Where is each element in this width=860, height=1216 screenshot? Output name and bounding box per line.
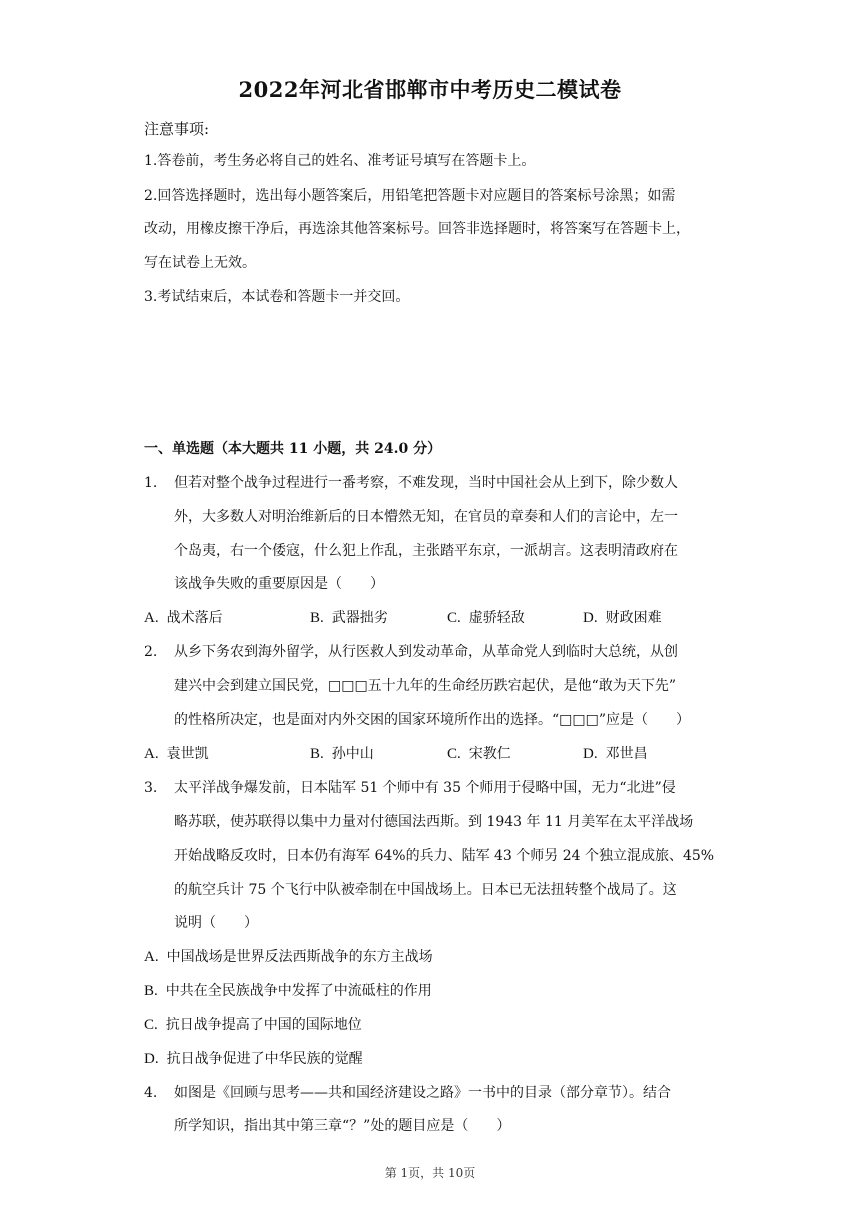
question-text: 略苏联，使苏联得以集中力量对付德国法西斯。到 1943 年 11 月美军在太平洋战场 <box>174 814 694 830</box>
question-number: 3. <box>144 780 158 796</box>
question-number: 4. <box>144 1085 158 1101</box>
question-text: 建兴中会到建立国民党，□□□五十九年的生命经历跌宕起伏，是他“敢为天下先” <box>174 678 676 694</box>
question-text: 开始战略反攻时，日本仍有海军 64%的兵力、陆军 43 个师另 24 个独立混成旅、45% <box>174 848 715 864</box>
page-title: 2022年河北省邯郸市中考历史二模试卷 <box>238 77 622 102</box>
section-heading: 一、单选题（本大题共 11 小题，共 24.0 分） <box>144 441 442 457</box>
notice-line: 改动，用橡皮擦干净后，再选涂其他答案标号。回答非选择题时，将答案写在答题卡上， <box>144 221 690 237</box>
question-text: 太平洋战争爆发前，日本陆军 51 个师中有 35 个师用于侵略中国，无力“北进”侵 <box>174 780 676 796</box>
question-text: 个岛夷，右一个倭寇，什么犯上作乱，主张踏平东京，一派胡言。这表明清政府在 <box>174 543 678 559</box>
question-number: 2. <box>144 644 158 660</box>
option-a: A. 战术落后 <box>144 610 223 626</box>
option-d: D. 抗日战争促进了中华民族的觉醒 <box>144 1051 363 1067</box>
question-text: 的性格所决定，也是面对内外交困的国家环境所作出的选择。“□□□”应是（ ） <box>174 712 690 728</box>
question-text: 说明（ ） <box>174 915 258 931</box>
question-text: 如图是《回顾与思考——共和国经济建设之路》一书中的目录（部分章节）。结合 <box>174 1085 671 1101</box>
option-c: C. 抗日战争提高了中国的国际地位 <box>144 1017 362 1033</box>
option-c: C. 宋教仁 <box>447 746 511 762</box>
question-text: 的航空兵计 75 个飞行中队被牵制在中国战场上。日本已无法扭转整个战局了。这 <box>174 882 677 898</box>
question-text: 所学知识，指出其中第三章“？”处的题目应是（ ） <box>174 1118 511 1134</box>
question-text: 该战争失败的重要原因是（ ） <box>174 576 384 592</box>
question-text: 但若对整个战争过程进行一番考察，不难发现，当时中国社会从上到下，除少数人 <box>174 475 678 491</box>
notice-heading: 注意事项: <box>144 120 210 138</box>
notice-line: 3.考试结束后，本试卷和答题卡一并交回。 <box>144 289 410 305</box>
page-footer: 第 1页，共 10页 <box>384 1166 476 1180</box>
question-text: 外，大多数人对明治维新后的日本懵然无知，在官员的章奏和人们的言论中，左一 <box>174 509 678 525</box>
question-number: 1. <box>144 475 158 491</box>
option-a: A. 中国战场是世界反法西斯战争的东方主战场 <box>144 949 433 965</box>
question-text: 从乡下务农到海外留学，从行医救人到发动革命，从革命党人到临时大总统，从创 <box>174 644 678 660</box>
notice-line: 写在试卷上无效。 <box>144 255 256 271</box>
option-d: D. 财政困难 <box>583 610 662 626</box>
option-a: A. 袁世凯 <box>144 746 209 762</box>
option-b: B. 武器拙劣 <box>310 610 388 626</box>
option-b: B. 孙中山 <box>310 746 374 762</box>
option-d: D. 邓世昌 <box>583 746 648 762</box>
notice-line: 1.答卷前，考生务必将自己的姓名、准考证号填写在答题卡上。 <box>144 153 536 169</box>
option-c: C. 虚骄轻敌 <box>447 610 525 626</box>
option-b: B. 中共在全民族战争中发挥了中流砥柱的作用 <box>144 983 432 999</box>
notice-line: 2.回答选择题时，选出每小题答案后，用铅笔把答题卡对应题目的答案标号涂黑；如需 <box>144 188 676 204</box>
